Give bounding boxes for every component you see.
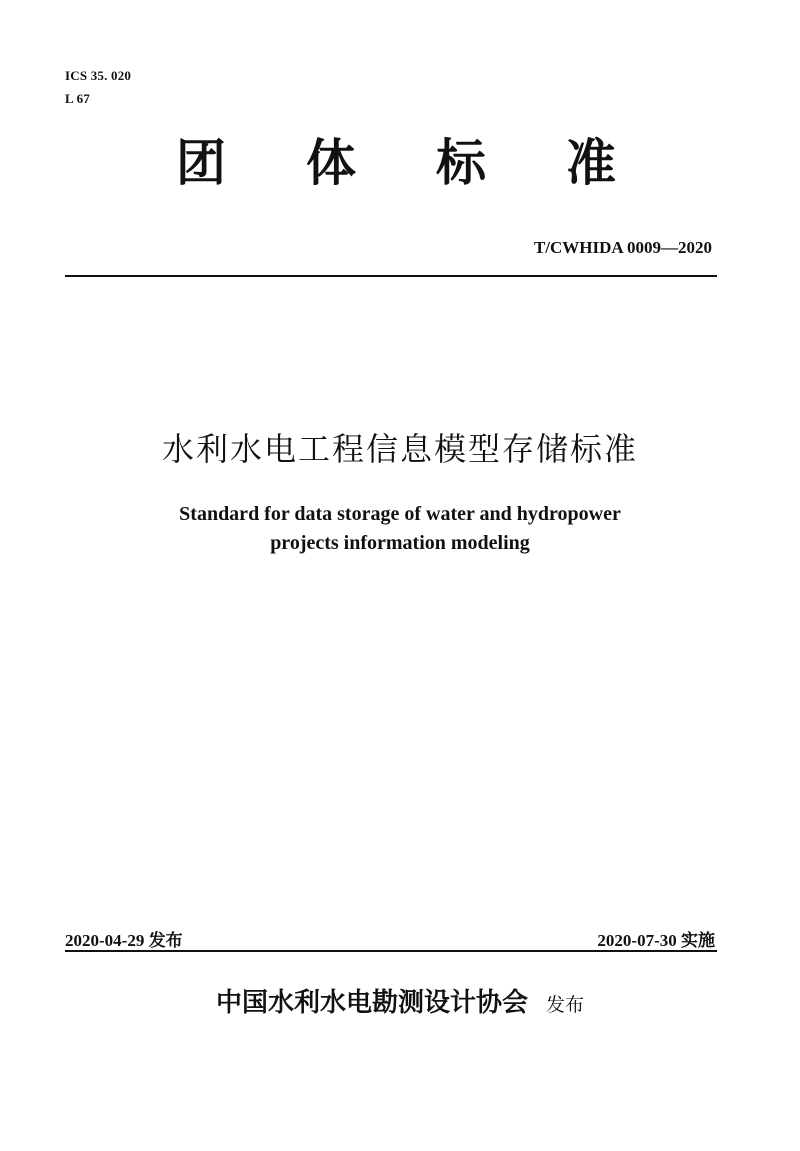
title-english-line2: projects information modeling xyxy=(270,532,530,554)
publisher-org: 中国水利水电勘测设计协会 xyxy=(215,988,528,1018)
ics-code: ICS 35. 020 xyxy=(65,68,132,83)
issue-date: 2020-04-29 发布 xyxy=(65,931,183,950)
ccs-code: L 67 xyxy=(65,91,91,106)
doc-type-char: 体 xyxy=(306,134,356,192)
implementation-date: 2020-07-30 实施 xyxy=(597,931,715,950)
top-divider xyxy=(65,275,717,277)
bottom-divider xyxy=(65,950,717,952)
standard-number: T/CWHIDA 0009—2020 xyxy=(533,238,712,257)
title-english-line1: Standard for data storage of water and hydropower xyxy=(179,503,621,525)
doc-type-char: 准 xyxy=(566,134,616,192)
publisher xyxy=(0,982,800,1019)
document-type xyxy=(176,133,616,193)
title-chinese: 水利水电工程信息模型存储标准 xyxy=(161,430,638,468)
publisher-action: 发布 xyxy=(546,994,585,1016)
doc-type-char: 标 xyxy=(436,134,486,192)
doc-type-char: 团 xyxy=(176,134,226,192)
